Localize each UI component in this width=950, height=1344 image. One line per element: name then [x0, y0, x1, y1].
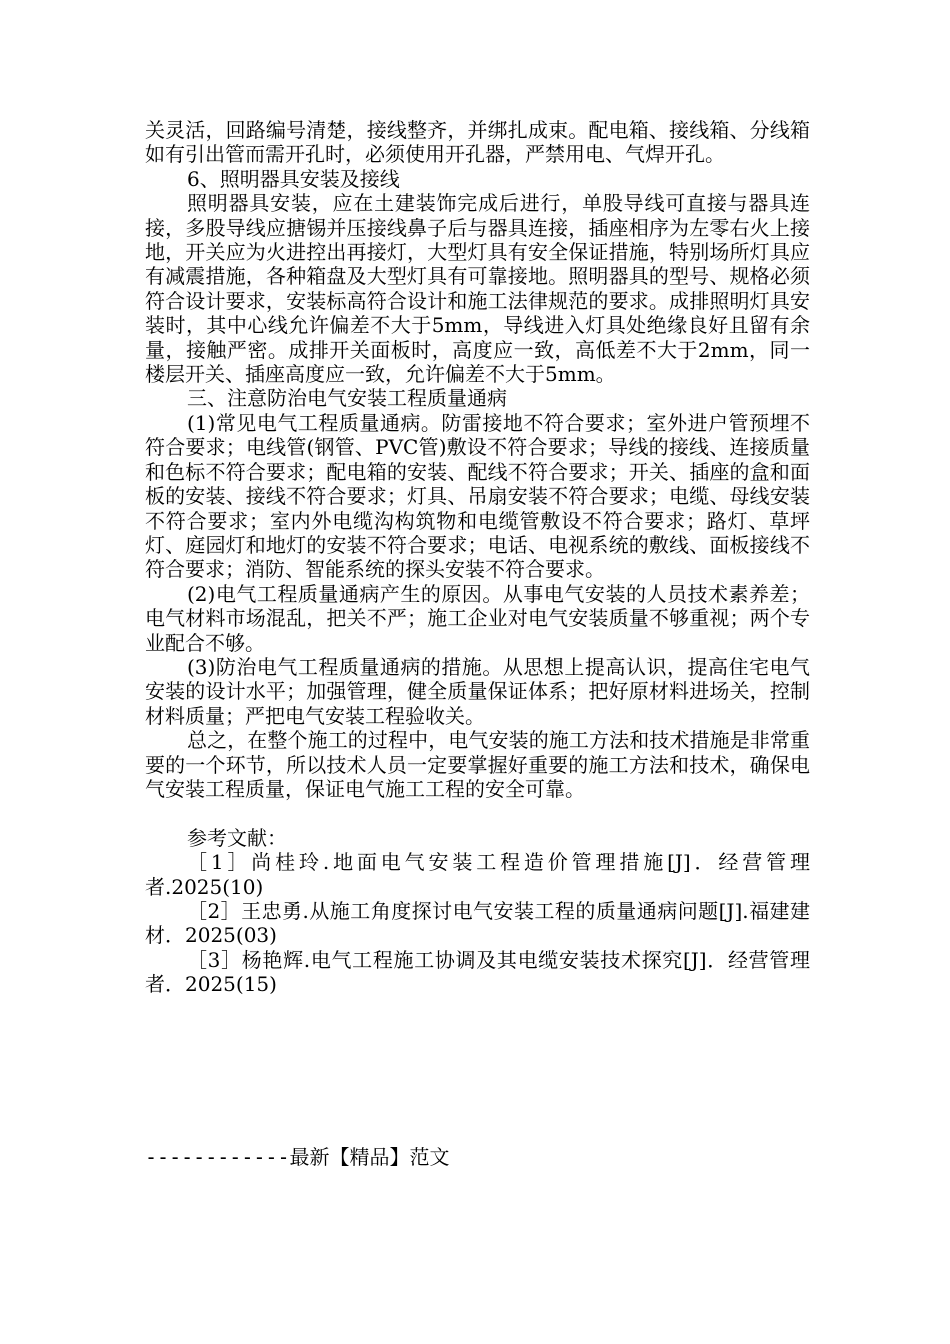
references-heading: 参考文献：	[187, 825, 287, 850]
reference-item-1: ［1］尚桂玲.地面电气安装工程造价管理措施[J]．经营管理者.2025(10)	[145, 850, 810, 899]
reference-item-3: ［3］杨艳辉.电气工程施工协调及其电缆安装技术探究[J]．经营管理者．2025(15)	[145, 947, 810, 997]
paragraph-lighting-installation: 照明器具安装，应在土建装饰完成后进行，单股导线可直接与器具连接，多股导线应搪锡并压接线鼻子后与器具连接，插座相序为左零右火上接地，开关应为火进控出再接灯，大型灯具有安全保证措施，特别场所灯具应有减震措施，各种箱盘及大型灯具有可靠接地。照明器具的型号、规格必须符合设计要求，安装标高符合设计和施工法律规范的要求。成排照明灯具安装时，其中心线允许偏差不大于5mm，导线进入灯具处绝缘良好且留有余量，接触严密。成排开关面板时，高度应一致，高低差不大于2mm，同一楼层开关、插座高度应一致，允许偏差不大于5mm。	[145, 191, 810, 387]
blank-line	[145, 801, 810, 825]
paragraph-continuation: 关灵活，回路编号清楚，接线整齐，并绑扎成束。配电箱、接线箱、分线箱如有引出管而需开孔时，必须使用开孔器，严禁用电、气焊开孔。	[145, 118, 810, 167]
paragraph-conclusion: 总之，在整个施工的过程中，电气安装的施工方法和技术措施是非常重要的一个环节，所以技术人员一定要掌握好重要的施工方法和技术，确保电气安装工程质量，保证电气施工工程的安全可靠。	[145, 728, 810, 801]
paragraph-item-3: (3)防治电气工程质量通病的措施。从思想上提高认识，提高住宅电气安装的设计水平；加强管理，健全质量保证体系；把好原材料进场关，控制材料质量；严把电气安装工程验收关。	[145, 654, 810, 728]
heading-lighting-installation: 6、照明器具安装及接线	[187, 166, 400, 191]
page-footer: ------------最新【精品】范文	[145, 1145, 450, 1169]
references-section	[145, 826, 810, 997]
paragraph-item-2: (2)电气工程质量通病产生的原因。从事电气安装的人员技术素养差；电气材料市场混乱，把关不严；施工企业对电气安装质量不够重视；两个专业配合不够。	[145, 581, 810, 655]
reference-item-2: ［2］王忠勇.从施工角度探讨电气安装工程的质量通病问题[J].福建建材．2025(03)	[145, 898, 810, 948]
document-page	[145, 118, 810, 997]
heading-section-three: 三、注意防治电气安装工程质量通病	[187, 386, 507, 411]
paragraph-item-1: (1)常见电气工程质量通病。防雷接地不符合要求；室外进户管预埋不符合要求；电线管(钢管、PVC管)敷设不符合要求；导线的接线、连接质量和色标不符合要求；配电箱的安装、配线不符合要求；开关、插座的盒和面板的安装、接线不符合要求；灯具、吊扇安装不符合要求；电缆、母线安装不符合要求；室内外电缆沟构筑物和电缆管敷设不符合要求；路灯、草坪灯、庭园灯和地灯的安装不符合要求；电话、电视系统的敷线、面板接线不符合要求；消防、智能系统的探头安装不符合要求。	[145, 410, 810, 582]
